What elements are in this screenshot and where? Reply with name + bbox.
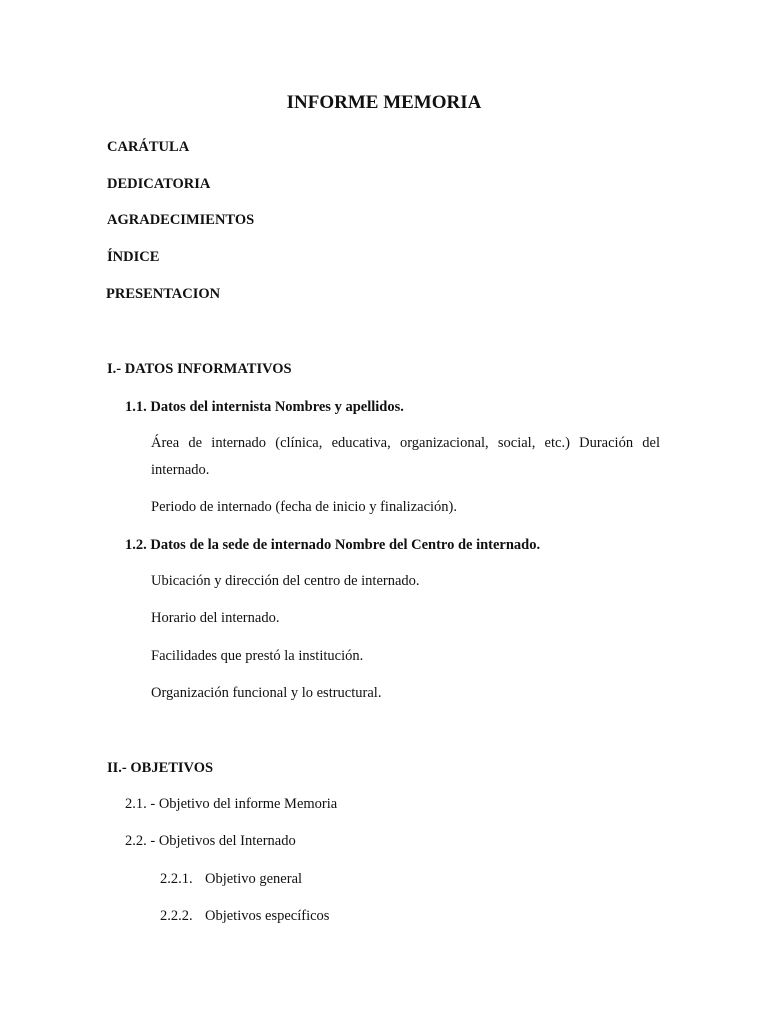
subsection-1-1-item: Periodo de internado (fecha de inicio y finalización). <box>151 499 457 515</box>
section-1-heading: I.- DATOS INFORMATIVOS <box>107 361 292 377</box>
objective-number: 2.2. <box>125 833 147 849</box>
objective-text: - Objetivo del informe Memoria <box>150 796 338 812</box>
subsection-1-1-heading: 1.1. Datos del internista Nombres y apellidos. <box>125 399 404 415</box>
subsection-1-2-item: Facilidades que prestó la institución. <box>151 648 364 664</box>
document-title: INFORME MEMORIA <box>286 92 482 113</box>
objective-subitem-text: Objetivos específicos <box>205 908 330 924</box>
objective-subitem-text: Objetivo general <box>205 871 303 887</box>
front-matter-agradecimientos: AGRADECIMIENTOS <box>107 212 255 228</box>
objective-item-2-1 <box>125 795 337 813</box>
objective-subitem-number: 2.2.2. <box>160 908 193 924</box>
objective-item-2-2 <box>125 832 296 850</box>
objective-subitem-number: 2.2.1. <box>160 871 193 887</box>
objective-text: - Objetivos del Internado <box>150 833 296 849</box>
subsection-1-1-paragraph: Área de internado (clínica, educativa, organizacional, social, etc.) Duración del internado. <box>151 435 660 478</box>
objective-number: 2.1. <box>125 796 147 812</box>
section-2-heading: II.- OBJETIVOS <box>107 760 214 776</box>
subsection-1-2-item: Horario del internado. <box>151 610 280 626</box>
subsection-1-2-item: Organización funcional y lo estructural. <box>151 685 382 701</box>
front-matter-presentacion: PRESENTACION <box>106 286 221 302</box>
subsection-1-2-item: Ubicación y dirección del centro de internado. <box>151 573 420 589</box>
subsection-1-2-heading: 1.2. Datos de la sede de internado Nombre del Centro de internado. <box>125 537 541 553</box>
front-matter-caratula: CARÁTULA <box>107 139 190 155</box>
front-matter-dedicatoria: DEDICATORIA <box>107 176 211 192</box>
front-matter-indice: ÍNDICE <box>107 249 160 265</box>
